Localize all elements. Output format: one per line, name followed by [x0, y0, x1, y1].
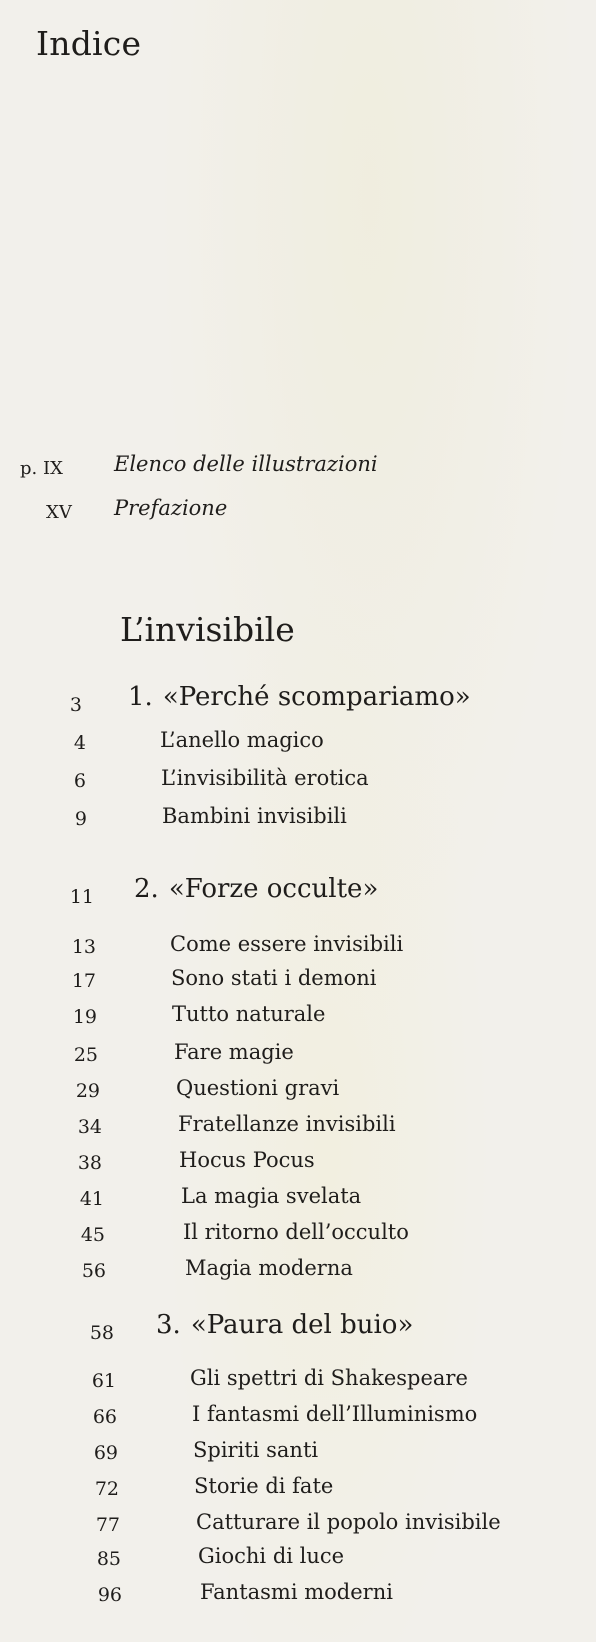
- entry-page-number: 77: [95, 1514, 120, 1536]
- entry-title: L’invisibilità erotica: [161, 766, 369, 790]
- entry-title: Giochi di luce: [198, 1544, 345, 1568]
- chapter-number: 2.: [134, 874, 159, 904]
- toc-entry[interactable]: [0, 1148, 596, 1178]
- entry-title: Fare magie: [174, 1040, 294, 1064]
- toc-entry[interactable]: [0, 1040, 596, 1070]
- toc-entry[interactable]: [0, 1402, 596, 1432]
- entry-title: Fantasmi moderni: [200, 1580, 393, 1604]
- chapter-page-number: 3: [69, 694, 82, 716]
- front-page-number: p. IX: [20, 458, 63, 479]
- front-page-number: XV: [46, 502, 72, 523]
- chapter-page-number: 11: [69, 886, 94, 908]
- entry-title: I fantasmi dell’Illuminismo: [192, 1402, 478, 1426]
- entry-page-number: 41: [79, 1188, 104, 1210]
- toc-entry[interactable]: [0, 966, 596, 996]
- toc-entry[interactable]: [0, 1112, 596, 1142]
- entry-page-number: 29: [75, 1080, 100, 1102]
- toc-entry[interactable]: [0, 1366, 596, 1396]
- part-title: L’invisibile: [120, 610, 295, 649]
- toc-entry[interactable]: [0, 804, 596, 834]
- chapter-number: 3.: [156, 1310, 181, 1340]
- front-label: Prefazione: [114, 496, 228, 520]
- chapter-number: 1.: [128, 682, 153, 712]
- toc-entry[interactable]: [0, 1002, 596, 1032]
- entry-title: Catturare il popolo invisibile: [196, 1510, 501, 1534]
- entry-title: Gli spettri di Shakespeare: [190, 1366, 468, 1390]
- toc-entry[interactable]: [0, 1184, 596, 1214]
- entry-page-number: 17: [71, 970, 96, 992]
- entry-page-number: 56: [81, 1260, 106, 1282]
- entry-page-number: 38: [77, 1152, 102, 1174]
- entry-page-number: 61: [91, 1370, 116, 1392]
- entry-title: Sono stati i demoni: [171, 966, 377, 990]
- chapter-page-number: 58: [89, 1322, 114, 1344]
- entry-title: Magia moderna: [185, 1256, 353, 1280]
- toc-entry[interactable]: [0, 1510, 596, 1540]
- chapter-heading: [128, 682, 471, 712]
- entry-page-number: 19: [72, 1006, 97, 1028]
- entry-page-number: 69: [93, 1442, 118, 1464]
- entry-title: Spiriti santi: [193, 1438, 319, 1462]
- toc-entry[interactable]: [0, 728, 596, 758]
- entry-page-number: 66: [92, 1406, 117, 1428]
- toc-entry[interactable]: [0, 1220, 596, 1250]
- front-label: Elenco delle illustrazioni: [114, 452, 378, 476]
- entry-page-number: 13: [71, 936, 96, 958]
- entry-title: Storie di fate: [194, 1474, 334, 1498]
- page-title: Indice: [36, 24, 142, 63]
- toc-entry[interactable]: [0, 766, 596, 796]
- toc-entry[interactable]: [0, 1474, 596, 1504]
- entry-page-number: 85: [96, 1548, 121, 1570]
- chapter-heading: [134, 874, 378, 904]
- entry-title: Bambini invisibili: [162, 804, 347, 828]
- entry-title: Questioni gravi: [176, 1076, 340, 1100]
- chapter-heading: [156, 1310, 413, 1340]
- toc-chapter[interactable]: [0, 682, 596, 728]
- entry-title: La magia svelata: [181, 1184, 362, 1208]
- entry-title: L’anello magico: [160, 728, 324, 752]
- toc-front-entry[interactable]: [0, 496, 596, 526]
- toc-entry[interactable]: [0, 1076, 596, 1106]
- entry-title: Come essere invisibili: [170, 932, 404, 956]
- toc-entry[interactable]: [0, 1256, 596, 1286]
- toc-entry[interactable]: [0, 1580, 596, 1610]
- toc-chapter[interactable]: [0, 1310, 596, 1356]
- entry-page-number: 72: [94, 1478, 119, 1500]
- entry-page-number: 6: [73, 770, 86, 792]
- chapter-title: «Paura del buio»: [190, 1310, 414, 1340]
- entry-page-number: 4: [73, 732, 86, 754]
- toc-entry[interactable]: [0, 1438, 596, 1468]
- chapter-title: «Forze occulte»: [168, 874, 379, 904]
- entry-title: Tutto naturale: [172, 1002, 326, 1026]
- toc-front-entry[interactable]: [0, 452, 596, 482]
- entry-page-number: 45: [80, 1224, 105, 1246]
- toc-chapter[interactable]: [0, 874, 596, 920]
- entry-title: Fratellanze invisibili: [178, 1112, 396, 1136]
- entry-page-number: 34: [77, 1116, 102, 1138]
- entry-page-number: 25: [73, 1044, 98, 1066]
- entry-title: Il ritorno dell’occulto: [183, 1220, 409, 1244]
- entry-page-number: 96: [97, 1584, 122, 1606]
- chapter-title: «Perché scompariamo»: [162, 682, 471, 712]
- toc-entry[interactable]: [0, 932, 596, 962]
- entry-page-number: 9: [74, 808, 87, 830]
- entry-title: Hocus Pocus: [179, 1148, 315, 1172]
- toc-entry[interactable]: [0, 1544, 596, 1574]
